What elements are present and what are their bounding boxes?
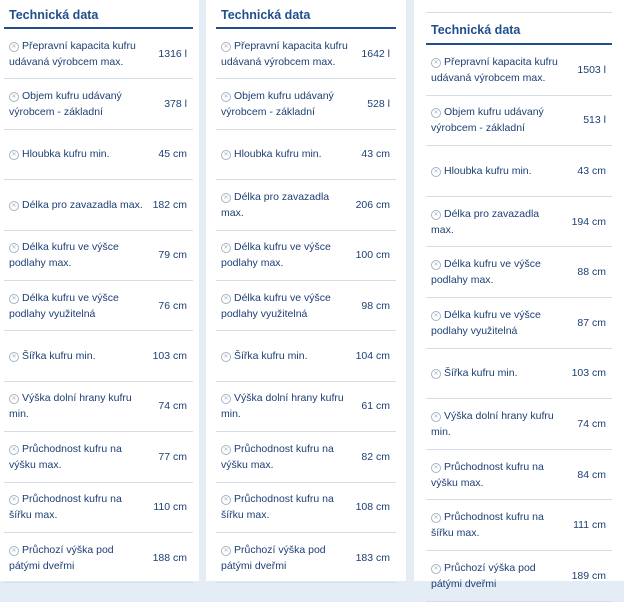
spec-label-group bbox=[221, 441, 361, 473]
spec-row bbox=[426, 197, 612, 248]
spec-label: Délka kufru ve výšce podlahy využitelná bbox=[9, 291, 119, 320]
info-icon[interactable]: ✕ bbox=[431, 167, 441, 177]
spec-value: 98 cm bbox=[361, 299, 390, 312]
spec-label: Průchodnost kufru na šířku max. bbox=[431, 511, 544, 540]
spec-value: 1316 l bbox=[158, 47, 187, 60]
spec-value: 79 cm bbox=[158, 249, 187, 262]
spec-row bbox=[216, 483, 396, 533]
info-icon[interactable]: ✕ bbox=[431, 210, 441, 220]
spec-row bbox=[4, 180, 193, 230]
spec-label: Objem kufru udávaný výrobcem - základní bbox=[9, 90, 122, 119]
spec-value: 206 cm bbox=[355, 198, 390, 211]
spec-label: Hloubka kufru min. bbox=[234, 148, 322, 161]
spec-label: Hloubka kufru min. bbox=[22, 148, 110, 161]
spec-value: 74 cm bbox=[158, 400, 187, 413]
info-icon[interactable]: ✕ bbox=[9, 445, 19, 455]
info-icon[interactable]: ✕ bbox=[431, 412, 441, 422]
info-icon[interactable]: ✕ bbox=[9, 92, 19, 102]
spec-label-group bbox=[221, 88, 367, 120]
spec-label-group bbox=[221, 542, 356, 574]
spec-panel-3 bbox=[414, 0, 624, 590]
spec-value: 104 cm bbox=[355, 350, 390, 363]
info-icon[interactable]: ✕ bbox=[221, 294, 231, 304]
info-icon[interactable]: ✕ bbox=[431, 564, 441, 574]
info-icon[interactable]: ✕ bbox=[431, 108, 441, 118]
spec-row bbox=[216, 281, 396, 331]
spec-label: Přepravní kapacita kufru udávaná výrobcem max. bbox=[221, 39, 348, 68]
spec-label: Přepravní kapacita kufru udávaná výrobcem max. bbox=[9, 39, 136, 68]
spec-label: Průchozí výška pod pátými dveřmi bbox=[221, 543, 326, 572]
spec-label: Přepravní kapacita kufru udávaná výrobcem max. bbox=[431, 55, 558, 84]
spec-value: 513 l bbox=[583, 114, 606, 127]
spec-label: Hloubka kufru min. bbox=[444, 164, 532, 177]
info-icon[interactable]: ✕ bbox=[9, 243, 19, 253]
spec-label: Délka kufru ve výšce podlahy využitelná bbox=[431, 308, 541, 337]
spec-label-group bbox=[431, 509, 573, 541]
spec-label-group bbox=[221, 290, 361, 322]
spec-list bbox=[426, 45, 612, 602]
info-icon[interactable]: ✕ bbox=[9, 42, 19, 52]
spec-value: 110 cm bbox=[153, 501, 187, 514]
spec-label-group bbox=[9, 146, 158, 162]
spec-row bbox=[426, 146, 612, 197]
spec-value: 378 l bbox=[164, 98, 187, 111]
spec-panel-1 bbox=[0, 0, 199, 581]
spec-label-group bbox=[221, 348, 356, 364]
spec-row bbox=[4, 432, 193, 482]
spec-row bbox=[4, 79, 193, 129]
info-icon[interactable]: ✕ bbox=[221, 150, 231, 160]
spec-value: 528 l bbox=[367, 98, 390, 111]
spec-row bbox=[426, 450, 612, 501]
spec-row bbox=[216, 382, 396, 432]
spec-row bbox=[216, 130, 396, 180]
spec-label-group bbox=[431, 104, 583, 136]
spec-label: Délka kufru ve výšce podlahy max. bbox=[431, 258, 541, 287]
spec-label: Průchodnost kufru na šířku max. bbox=[9, 493, 122, 522]
info-icon[interactable]: ✕ bbox=[9, 294, 19, 304]
spec-label-group bbox=[221, 146, 361, 162]
spec-label-group bbox=[9, 88, 164, 120]
info-icon[interactable]: ✕ bbox=[221, 445, 231, 455]
info-icon[interactable]: ✕ bbox=[9, 201, 19, 211]
spec-label-group bbox=[9, 441, 158, 473]
info-icon[interactable]: ✕ bbox=[221, 193, 231, 203]
spec-row bbox=[216, 79, 396, 129]
spec-label: Délka pro zavazadla max. bbox=[221, 190, 330, 219]
spec-value: 188 cm bbox=[152, 551, 187, 564]
info-icon[interactable]: ✕ bbox=[431, 513, 441, 523]
panel-title: Technická data bbox=[216, 0, 396, 29]
spec-label-group bbox=[431, 206, 572, 238]
info-icon[interactable]: ✕ bbox=[431, 369, 441, 379]
spec-label: Průchodnost kufru na výšku max. bbox=[9, 442, 122, 471]
spec-row bbox=[4, 29, 193, 79]
spec-value: 61 cm bbox=[361, 400, 390, 413]
spec-value: 76 cm bbox=[158, 299, 187, 312]
spec-value: 87 cm bbox=[577, 316, 606, 329]
spec-value: 74 cm bbox=[577, 417, 606, 430]
info-icon[interactable]: ✕ bbox=[221, 243, 231, 253]
spec-row bbox=[216, 231, 396, 281]
info-icon[interactable]: ✕ bbox=[221, 42, 231, 52]
spec-row bbox=[4, 231, 193, 281]
spec-row bbox=[216, 29, 396, 79]
spec-value: 88 cm bbox=[577, 266, 606, 279]
info-icon[interactable]: ✕ bbox=[9, 352, 19, 362]
spec-value: 108 cm bbox=[355, 501, 390, 514]
spec-label: Výška dolní hrany kufru min. bbox=[9, 392, 132, 421]
spec-row bbox=[426, 551, 612, 602]
spec-row bbox=[426, 500, 612, 551]
spec-label-group bbox=[431, 365, 572, 381]
spec-label: Šířka kufru min. bbox=[22, 350, 96, 363]
spec-label-group bbox=[431, 408, 577, 440]
info-icon[interactable]: ✕ bbox=[431, 463, 441, 473]
spec-value: 1503 l bbox=[577, 63, 606, 76]
spec-value: 182 cm bbox=[152, 198, 187, 211]
spec-label-group bbox=[221, 38, 361, 70]
spec-label-group bbox=[9, 390, 158, 422]
info-icon[interactable]: ✕ bbox=[9, 546, 19, 556]
spec-value: 43 cm bbox=[361, 148, 390, 161]
spec-row bbox=[216, 331, 396, 381]
spec-label: Délka kufru ve výšce podlahy využitelná bbox=[221, 291, 331, 320]
spec-list bbox=[216, 29, 396, 583]
spec-value: 100 cm bbox=[355, 249, 390, 262]
info-icon[interactable]: ✕ bbox=[221, 352, 231, 362]
spec-label: Šířka kufru min. bbox=[444, 367, 518, 380]
spec-label: Délka kufru ve výšce podlahy max. bbox=[9, 241, 119, 270]
spec-label: Průchozí výška pod pátými dveřmi bbox=[9, 543, 114, 572]
spec-value: 194 cm bbox=[571, 215, 606, 228]
spec-value: 77 cm bbox=[158, 450, 187, 463]
spec-label: Délka pro zavazadla max. bbox=[22, 198, 143, 211]
spec-row bbox=[426, 298, 612, 349]
spec-label: Délka pro zavazadla max. bbox=[431, 207, 540, 236]
spec-row bbox=[4, 533, 193, 583]
spec-value: 84 cm bbox=[577, 468, 606, 481]
spec-row bbox=[426, 96, 612, 147]
spec-row bbox=[216, 533, 396, 583]
spec-label: Průchodnost kufru na výšku max. bbox=[221, 442, 334, 471]
spec-row bbox=[4, 483, 193, 533]
spec-row bbox=[4, 382, 193, 432]
info-icon[interactable]: ✕ bbox=[9, 150, 19, 160]
spec-value: 43 cm bbox=[577, 164, 606, 177]
spec-value: 45 cm bbox=[158, 148, 187, 161]
spec-row bbox=[426, 349, 612, 400]
info-icon[interactable]: ✕ bbox=[431, 260, 441, 270]
info-icon[interactable]: ✕ bbox=[9, 495, 19, 505]
spec-label-group bbox=[431, 560, 572, 592]
spec-row bbox=[216, 180, 396, 230]
spec-value: 111 cm bbox=[573, 519, 606, 532]
spec-label-group bbox=[431, 163, 577, 179]
info-icon[interactable]: ✕ bbox=[221, 495, 231, 505]
spec-panel-2 bbox=[206, 0, 406, 581]
panel-title: Technická data bbox=[426, 13, 612, 45]
spec-value: 1642 l bbox=[361, 47, 390, 60]
spec-label-group bbox=[221, 189, 356, 221]
info-icon[interactable]: ✕ bbox=[221, 92, 231, 102]
spec-label: Objem kufru udávaný výrobcem - základní bbox=[221, 90, 334, 119]
spec-label-group bbox=[431, 459, 577, 491]
spec-row bbox=[426, 247, 612, 298]
spec-label: Šířka kufru min. bbox=[234, 350, 308, 363]
spec-label-group bbox=[9, 239, 158, 271]
spec-label: Výška dolní hrany kufru min. bbox=[221, 392, 344, 421]
info-icon[interactable]: ✕ bbox=[221, 546, 231, 556]
spec-label: Výška dolní hrany kufru min. bbox=[431, 409, 554, 438]
spec-value: 189 cm bbox=[571, 569, 606, 582]
spec-value: 103 cm bbox=[571, 367, 606, 380]
spec-label: Průchodnost kufru na výšku max. bbox=[431, 460, 544, 489]
spec-label-group bbox=[221, 491, 356, 523]
spec-label: Průchozí výška pod pátými dveřmi bbox=[431, 561, 536, 590]
spec-value: 103 cm bbox=[152, 350, 187, 363]
info-icon[interactable]: ✕ bbox=[431, 58, 441, 68]
spec-list bbox=[4, 29, 193, 583]
info-icon[interactable]: ✕ bbox=[221, 394, 231, 404]
spec-label: Objem kufru udávaný výrobcem - základní bbox=[431, 106, 544, 135]
spec-label-group bbox=[9, 491, 153, 523]
spec-label-group bbox=[9, 542, 153, 574]
info-icon[interactable]: ✕ bbox=[9, 394, 19, 404]
spec-label: Délka kufru ve výšce podlahy max. bbox=[221, 241, 331, 270]
spec-label-group bbox=[221, 239, 356, 271]
spec-row bbox=[4, 331, 193, 381]
spec-row bbox=[4, 130, 193, 180]
spec-label-group bbox=[431, 54, 577, 86]
spec-value: 183 cm bbox=[355, 551, 390, 564]
panel-title: Technická data bbox=[4, 0, 193, 29]
spec-row bbox=[216, 432, 396, 482]
spec-row bbox=[4, 281, 193, 331]
spec-label-group bbox=[9, 348, 153, 364]
spec-label-group bbox=[431, 307, 577, 339]
spec-label-group bbox=[221, 390, 361, 422]
spec-value: 82 cm bbox=[361, 450, 390, 463]
spec-label-group bbox=[431, 256, 577, 288]
spec-label-group bbox=[9, 290, 158, 322]
spec-label-group bbox=[9, 197, 153, 213]
spec-row bbox=[426, 45, 612, 96]
info-icon[interactable]: ✕ bbox=[431, 311, 441, 321]
spec-label-group bbox=[9, 38, 158, 70]
spec-label: Průchodnost kufru na šířku max. bbox=[221, 493, 334, 522]
spec-row bbox=[426, 399, 612, 450]
